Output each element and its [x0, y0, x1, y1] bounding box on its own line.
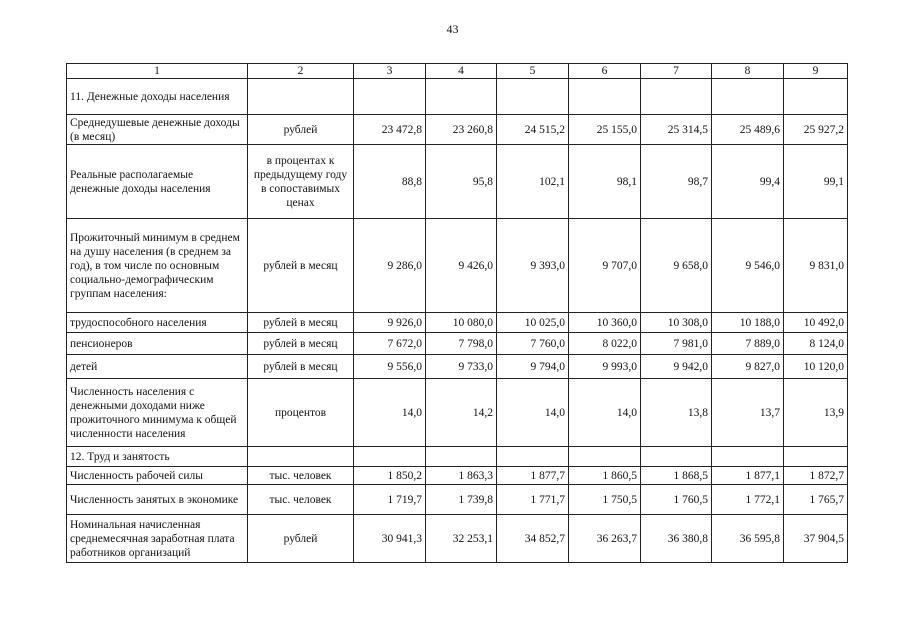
column-number: 6 [569, 64, 641, 79]
value-cell: 1 739,8 [426, 485, 497, 515]
value-cell: 10 120,0 [784, 355, 848, 379]
value-cell: 9 993,0 [569, 355, 641, 379]
row-label: Номинальная начисленная среднемесячная заработная плата работников организаций [67, 515, 248, 563]
value-cell: 9 556,0 [354, 355, 426, 379]
column-number: 2 [248, 64, 354, 79]
value-cell: 98,7 [641, 145, 712, 219]
value-cell: 1 772,1 [712, 485, 784, 515]
row-unit [248, 447, 354, 467]
table-row [67, 115, 848, 145]
value-cell [712, 447, 784, 467]
row-unit: рублей в месяц [248, 313, 354, 333]
value-cell: 10 080,0 [426, 313, 497, 333]
section-row [67, 447, 848, 467]
value-cell: 10 360,0 [569, 313, 641, 333]
row-unit [248, 79, 354, 115]
value-cell: 37 904,5 [784, 515, 848, 563]
value-cell: 9 942,0 [641, 355, 712, 379]
value-cell: 10 025,0 [497, 313, 569, 333]
value-cell: 9 831,0 [784, 219, 848, 313]
value-cell: 1 760,5 [641, 485, 712, 515]
value-cell: 24 515,2 [497, 115, 569, 145]
row-label: Численность занятых в экономике [67, 485, 248, 515]
value-cell: 9 286,0 [354, 219, 426, 313]
value-cell: 7 889,0 [712, 333, 784, 355]
table-row [67, 219, 848, 313]
value-cell: 1 719,7 [354, 485, 426, 515]
value-cell: 14,0 [497, 379, 569, 447]
table-row [67, 515, 848, 563]
value-cell: 8 124,0 [784, 333, 848, 355]
row-unit: тыс. человек [248, 467, 354, 485]
column-number: 7 [641, 64, 712, 79]
value-cell: 23 472,8 [354, 115, 426, 145]
value-cell: 9 733,0 [426, 355, 497, 379]
value-cell: 7 760,0 [497, 333, 569, 355]
value-cell: 10 188,0 [712, 313, 784, 333]
value-cell [569, 447, 641, 467]
column-number: 5 [497, 64, 569, 79]
value-cell: 1 877,1 [712, 467, 784, 485]
value-cell: 102,1 [497, 145, 569, 219]
value-cell: 1 877,7 [497, 467, 569, 485]
table-row [67, 379, 848, 447]
value-cell: 30 941,3 [354, 515, 426, 563]
row-label: Среднедушевые денежные доходы (в месяц) [67, 115, 248, 145]
value-cell: 1 850,2 [354, 467, 426, 485]
value-cell: 14,0 [354, 379, 426, 447]
row-unit: тыс. человек [248, 485, 354, 515]
table-row [67, 313, 848, 333]
value-cell: 1 872,7 [784, 467, 848, 485]
value-cell: 99,4 [712, 145, 784, 219]
value-cell [784, 447, 848, 467]
table-body [67, 64, 848, 563]
value-cell: 9 794,0 [497, 355, 569, 379]
value-cell: 7 672,0 [354, 333, 426, 355]
value-cell: 13,7 [712, 379, 784, 447]
value-cell: 1 750,5 [569, 485, 641, 515]
value-cell: 9 426,0 [426, 219, 497, 313]
value-cell [497, 79, 569, 115]
value-cell: 36 595,8 [712, 515, 784, 563]
statistics-table [66, 63, 848, 563]
table-row [67, 333, 848, 355]
value-cell: 7 981,0 [641, 333, 712, 355]
row-unit: в процентах к предыдущему году в сопоставимых ценах [248, 145, 354, 219]
value-cell [784, 79, 848, 115]
value-cell: 25 314,5 [641, 115, 712, 145]
table-row [67, 467, 848, 485]
column-number: 1 [67, 64, 248, 79]
column-number: 3 [354, 64, 426, 79]
value-cell: 99,1 [784, 145, 848, 219]
value-cell: 9 926,0 [354, 313, 426, 333]
value-cell: 10 308,0 [641, 313, 712, 333]
row-label: трудоспособного населения [67, 313, 248, 333]
row-unit: процентов [248, 379, 354, 447]
value-cell: 8 022,0 [569, 333, 641, 355]
value-cell: 25 489,6 [712, 115, 784, 145]
value-cell: 14,2 [426, 379, 497, 447]
value-cell: 9 707,0 [569, 219, 641, 313]
value-cell [426, 447, 497, 467]
value-cell: 13,8 [641, 379, 712, 447]
value-cell: 9 658,0 [641, 219, 712, 313]
value-cell [354, 79, 426, 115]
value-cell: 23 260,8 [426, 115, 497, 145]
value-cell [712, 79, 784, 115]
column-number: 8 [712, 64, 784, 79]
row-unit: рублей в месяц [248, 219, 354, 313]
row-label: Численность рабочей силы [67, 467, 248, 485]
row-label: детей [67, 355, 248, 379]
row-unit: рублей в месяц [248, 333, 354, 355]
value-cell: 9 546,0 [712, 219, 784, 313]
value-cell [497, 447, 569, 467]
value-cell: 95,8 [426, 145, 497, 219]
row-label: Численность населения с денежными доходами ниже прожиточного минимума к общей численности населения [67, 379, 248, 447]
section-title: 12. Труд и занятость [67, 447, 248, 467]
row-label: пенсионеров [67, 333, 248, 355]
value-cell: 14,0 [569, 379, 641, 447]
value-cell: 1 765,7 [784, 485, 848, 515]
value-cell: 10 492,0 [784, 313, 848, 333]
row-label: Реальные располагаемые денежные доходы населения [67, 145, 248, 219]
section-title: 11. Денежные доходы населения [67, 79, 248, 115]
value-cell: 1 868,5 [641, 467, 712, 485]
value-cell [426, 79, 497, 115]
value-cell: 36 380,8 [641, 515, 712, 563]
table-row [67, 485, 848, 515]
value-cell: 36 263,7 [569, 515, 641, 563]
value-cell [569, 79, 641, 115]
column-number: 4 [426, 64, 497, 79]
row-label: Прожиточный минимум в среднем на душу населения (в среднем за год), в том числе по основным социально-демографическим группам населения: [67, 219, 248, 313]
table-row [67, 355, 848, 379]
column-number: 9 [784, 64, 848, 79]
value-cell: 1 771,7 [497, 485, 569, 515]
value-cell: 88,8 [354, 145, 426, 219]
value-cell: 13,9 [784, 379, 848, 447]
value-cell [641, 79, 712, 115]
value-cell: 9 827,0 [712, 355, 784, 379]
row-unit: рублей [248, 515, 354, 563]
value-cell: 25 155,0 [569, 115, 641, 145]
value-cell [354, 447, 426, 467]
value-cell: 1 863,3 [426, 467, 497, 485]
value-cell [641, 447, 712, 467]
value-cell: 25 927,2 [784, 115, 848, 145]
row-unit: рублей [248, 115, 354, 145]
column-number-row [67, 64, 848, 79]
table-row [67, 145, 848, 219]
value-cell: 9 393,0 [497, 219, 569, 313]
section-row [67, 79, 848, 115]
value-cell: 34 852,7 [497, 515, 569, 563]
value-cell: 7 798,0 [426, 333, 497, 355]
value-cell: 32 253,1 [426, 515, 497, 563]
page-number: 43 [446, 22, 459, 36]
row-unit: рублей в месяц [248, 355, 354, 379]
value-cell: 1 860,5 [569, 467, 641, 485]
value-cell: 98,1 [569, 145, 641, 219]
